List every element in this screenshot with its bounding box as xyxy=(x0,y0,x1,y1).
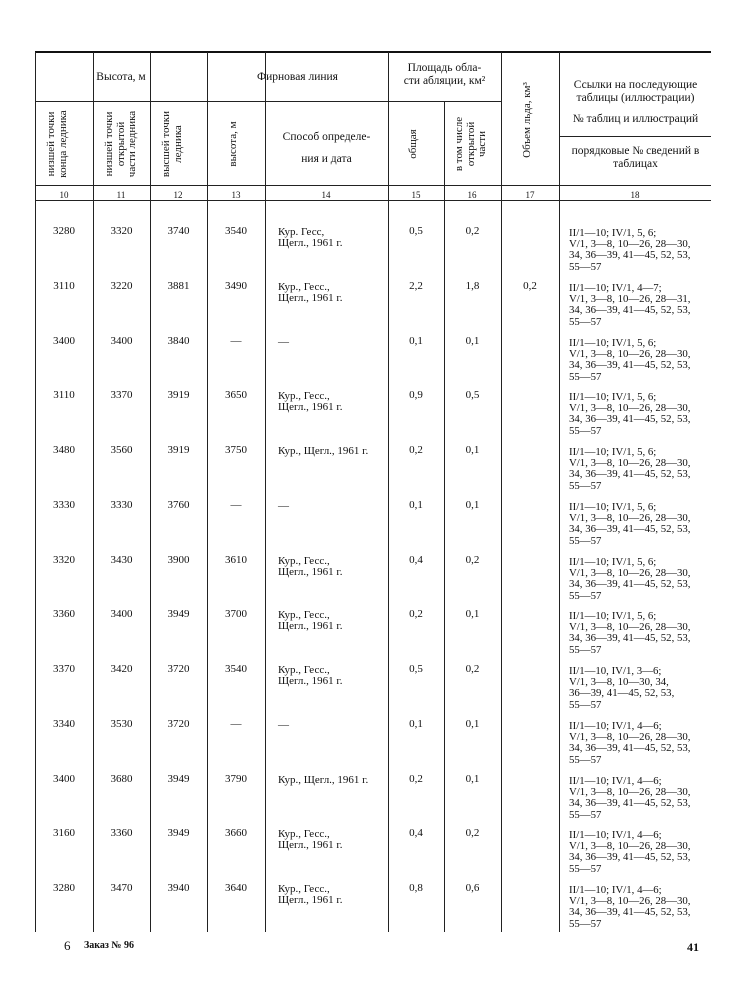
lowest-end-cell: 3400 xyxy=(53,773,75,785)
ablation-open-cell: 0,1 xyxy=(465,335,480,347)
firn-height-cell: — xyxy=(230,335,242,347)
refs-order-header: порядковые № сведений в таблицах xyxy=(571,145,700,170)
firn-height-cell: 3650 xyxy=(225,389,247,401)
ablation-total-cell: 0,1 xyxy=(409,335,423,347)
highest-point-cell: 3919 xyxy=(167,389,190,401)
method-date-cell: Кур., Гесс., Щегл., 1961 г. xyxy=(278,609,343,632)
column-number: 15 xyxy=(411,190,421,200)
lowest-end-cell: 3480 xyxy=(53,444,75,456)
highest-point-cell: 3760 xyxy=(167,499,190,511)
column-number: 12 xyxy=(173,190,183,200)
ablation-total-cell: 2,2 xyxy=(409,280,423,292)
ablation-total-cell: 0,5 xyxy=(409,663,423,675)
lowest-open-cell: 3320 xyxy=(110,225,133,237)
method-date-cell: — xyxy=(278,500,289,512)
references-cell: II/1—10; IV/1, 4—7; V/1, 3—8, 10—26, 28—31, 34, 36—39, 41—45, 52, 53, 55—57 xyxy=(569,282,691,328)
column-rule xyxy=(150,52,151,932)
column-number: 16 xyxy=(467,190,477,200)
height-group-header: Высота, м xyxy=(96,71,146,83)
column-rule xyxy=(388,52,389,932)
lowest-end-cell: 3400 xyxy=(53,335,75,347)
firn-line-group-header: Фирновая линия xyxy=(257,71,338,83)
ablation-open-cell: 0,2 xyxy=(465,827,480,839)
order-number: Заказ № 96 xyxy=(84,940,134,951)
ablation-total-cell: 0,5 xyxy=(409,225,423,237)
ice-volume-header: Объем льда, км³ xyxy=(521,82,533,158)
references-cell: II/1—10; IV/1, 5, 6; V/1, 3—8, 10—26, 28—30, 34, 36—39, 41—45, 52, 53, 55—57 xyxy=(569,610,691,656)
lowest-end-cell: 3280 xyxy=(53,882,75,894)
highest-point-cell: 3940 xyxy=(167,882,190,894)
ablation-open-cell: 0,6 xyxy=(465,882,480,894)
lowest-end-point-header: низшей точки конца ледника xyxy=(45,110,69,178)
firn-height-header: высота, м xyxy=(227,121,239,167)
lowest-open-cell: 3430 xyxy=(110,554,133,566)
references-cell: II/1—10; IV/1, 5, 6; V/1, 3—8, 10—26, 28—30, 34, 36—39, 41—45, 52, 53, 55—57 xyxy=(569,446,691,492)
method-date-cell: — xyxy=(278,336,289,348)
column-rule xyxy=(501,52,502,932)
ablation-total-cell: 0,1 xyxy=(409,718,423,730)
ablation-open-cell: 0,2 xyxy=(465,554,480,566)
references-cell: II/1—10; IV/1, 5, 6; V/1, 3—8, 10—26, 28—30, 34, 36—39, 41—45, 52, 53, 55—57 xyxy=(569,227,691,273)
highest-point-cell: 3840 xyxy=(167,335,190,347)
lowest-end-cell: 3370 xyxy=(53,663,75,675)
highest-point-cell: 3900 xyxy=(167,554,190,566)
ablation-open-cell: 0,1 xyxy=(465,718,480,730)
lowest-end-cell: 3330 xyxy=(53,499,75,511)
references-cell: II/1—10; IV/1, 5, 6; V/1, 3—8, 10—26, 28—30, 34, 36—39, 41—45, 52, 53, 55—57 xyxy=(569,501,691,547)
ablation-open-cell: 0,1 xyxy=(465,608,480,620)
firn-height-cell: 3700 xyxy=(225,608,247,620)
lowest-open-cell: 3470 xyxy=(110,882,133,894)
column-number: 11 xyxy=(116,190,126,200)
column-number: 18 xyxy=(630,190,640,200)
lowest-open-cell: 3400 xyxy=(110,608,133,620)
header-rule xyxy=(35,200,711,201)
references-cell: II/1—10; IV/1, 4—6; V/1, 3—8, 10—26, 28—30, 34, 36—39, 41—45, 52, 53, 55—57 xyxy=(569,829,691,875)
column-number: 10 xyxy=(59,190,69,200)
lowest-open-cell: 3370 xyxy=(110,389,133,401)
lowest-end-cell: 3320 xyxy=(53,554,75,566)
firn-height-cell: 3490 xyxy=(225,280,247,292)
firn-height-cell: 3540 xyxy=(225,663,247,675)
highest-point-cell: 3740 xyxy=(167,225,190,237)
ablation-open-cell: 0,1 xyxy=(465,773,480,785)
method-date-cell: Кур., Гесс., Щегл., 1961 г. xyxy=(278,390,343,413)
ablation-total-cell: 0,2 xyxy=(409,773,423,785)
ablation-open-part-header: в том числе открытой части xyxy=(453,116,488,172)
column-number: 14 xyxy=(321,190,331,200)
header-rule xyxy=(559,136,711,137)
references-cell: II/1—10; IV/1, 5, 6; V/1, 3—8, 10—26, 28—30, 34, 36—39, 41—45, 52, 53, 55—57 xyxy=(569,391,691,437)
lowest-end-cell: 3340 xyxy=(53,718,75,730)
firn-height-cell: 3660 xyxy=(225,827,247,839)
highest-point-cell: 3881 xyxy=(167,280,190,292)
refs-tables-header: № таблиц и иллюстраций xyxy=(572,113,699,125)
highest-point-cell: 3949 xyxy=(167,827,190,839)
ablation-open-cell: 1,8 xyxy=(465,280,480,292)
lowest-end-cell: 3110 xyxy=(53,389,75,401)
ablation-total-cell: 0,4 xyxy=(409,827,423,839)
lowest-open-cell: 3680 xyxy=(110,773,133,785)
ablation-open-cell: 0,1 xyxy=(465,499,480,511)
lowest-open-cell: 3360 xyxy=(110,827,133,839)
highest-point-cell: 3720 xyxy=(167,718,190,730)
method-date-cell: Кур., Гесс., Щегл., 1961 г. xyxy=(278,281,343,304)
column-number: 13 xyxy=(231,190,241,200)
firn-height-cell: — xyxy=(230,499,242,511)
references-cell: II/1—10; IV/1, 4—6; V/1, 3—8, 10—26, 28—30, 34, 36—39, 41—45, 52, 53, 55—57 xyxy=(569,720,691,766)
firn-height-cell: 3790 xyxy=(225,773,247,785)
ablation-open-cell: 0,2 xyxy=(465,663,480,675)
lowest-open-cell: 3530 xyxy=(110,718,133,730)
ablation-total-cell: 0,9 xyxy=(409,389,423,401)
signature-number: 6 xyxy=(64,938,71,953)
firn-height-cell: 3540 xyxy=(225,225,247,237)
method-date-cell: Кур., Гесс., Щегл., 1961 г. xyxy=(278,664,343,687)
lowest-open-cell: 3560 xyxy=(110,444,133,456)
references-cell: II/1—10; IV/1, 4—6; V/1, 3—8, 10—26, 28—30, 34, 36—39, 41—45, 52, 53, 55—57 xyxy=(569,775,691,821)
method-date-cell: Кур., Гесс., Щегл., 1961 г. xyxy=(278,883,343,906)
column-rule xyxy=(35,52,36,932)
firn-height-cell: 3750 xyxy=(225,444,247,456)
method-date-cell: — xyxy=(278,719,289,731)
table-top-rule xyxy=(35,51,711,53)
method-date-cell: Кур. Гесс, Щегл., 1961 г. xyxy=(278,226,343,249)
lowest-end-cell: 3360 xyxy=(53,608,75,620)
ablation-total-cell: 0,8 xyxy=(409,882,423,894)
firn-height-cell: 3640 xyxy=(225,882,247,894)
lowest-open-cell: 3330 xyxy=(110,499,133,511)
lowest-end-cell: 3280 xyxy=(53,225,75,237)
ablation-total-cell: 0,2 xyxy=(409,608,423,620)
references-cell: II/1—10, IV/1, 3—6; V/1, 3—8, 10—30, 34, 36—39, 41—45, 52, 53, 55—57 xyxy=(569,665,675,711)
references-cell: II/1—10; IV/1, 5, 6; V/1, 3—8, 10—26, 28—30, 34, 36—39, 41—45, 52, 53, 55—57 xyxy=(569,556,691,602)
ablation-area-group-header: Площадь обла- сти абляции, км² xyxy=(403,62,486,87)
ablation-open-cell: 0,1 xyxy=(465,444,480,456)
column-number: 17 xyxy=(525,190,535,200)
highest-point-cell: 3919 xyxy=(167,444,190,456)
ablation-open-cell: 0,5 xyxy=(465,389,480,401)
lowest-end-cell: 3160 xyxy=(53,827,75,839)
method-date-cell: Кур., Щегл., 1961 г. xyxy=(278,774,369,786)
firn-height-cell: 3610 xyxy=(225,554,247,566)
lowest-open-cell: 3420 xyxy=(110,663,133,675)
method-date-header: Способ определе- ния и дата xyxy=(282,131,371,165)
column-rule xyxy=(207,52,208,932)
lowest-open-cell: 3220 xyxy=(110,280,133,292)
method-date-cell: Кур., Гесс., Щегл., 1961 г. xyxy=(278,555,343,578)
references-cell: II/1—10; IV/1, 4—6; V/1, 3—8, 10—26, 28—30, 34, 36—39, 41—45, 52, 53, 55—57 xyxy=(569,884,691,930)
ablation-total-header: общая xyxy=(407,129,419,159)
ablation-open-cell: 0,2 xyxy=(465,225,480,237)
firn-height-cell: — xyxy=(230,718,242,730)
lowest-open-part-header: низшей точки открытой части ледника xyxy=(103,110,138,178)
column-rule xyxy=(265,52,266,932)
method-date-cell: Кур., Гесс., Щегл., 1961 г. xyxy=(278,828,343,851)
ablation-total-cell: 0,2 xyxy=(409,444,423,456)
highest-point-cell: 3949 xyxy=(167,608,190,620)
ablation-total-cell: 0,4 xyxy=(409,554,423,566)
lowest-open-cell: 3400 xyxy=(110,335,133,347)
highest-point-cell: 3949 xyxy=(167,773,190,785)
method-date-cell: Кур., Щегл., 1961 г. xyxy=(278,445,369,457)
ablation-total-cell: 0,1 xyxy=(409,499,423,511)
column-rule xyxy=(93,52,94,932)
column-rule xyxy=(559,52,560,932)
highest-point-header: высшей точки ледника xyxy=(160,110,184,178)
lowest-end-cell: 3110 xyxy=(53,280,75,292)
highest-point-cell: 3720 xyxy=(167,663,190,675)
page-number: 41 xyxy=(687,940,699,954)
references-cell: II/1—10; IV/1, 5, 6; V/1, 3—8, 10—26, 28—30, 34, 36—39, 41—45, 52, 53, 55—57 xyxy=(569,337,691,383)
ice-volume-cell: 0,2 xyxy=(523,280,537,292)
refs-title-header: Ссылки на последующие таблицы (иллюстрации) xyxy=(573,79,698,104)
